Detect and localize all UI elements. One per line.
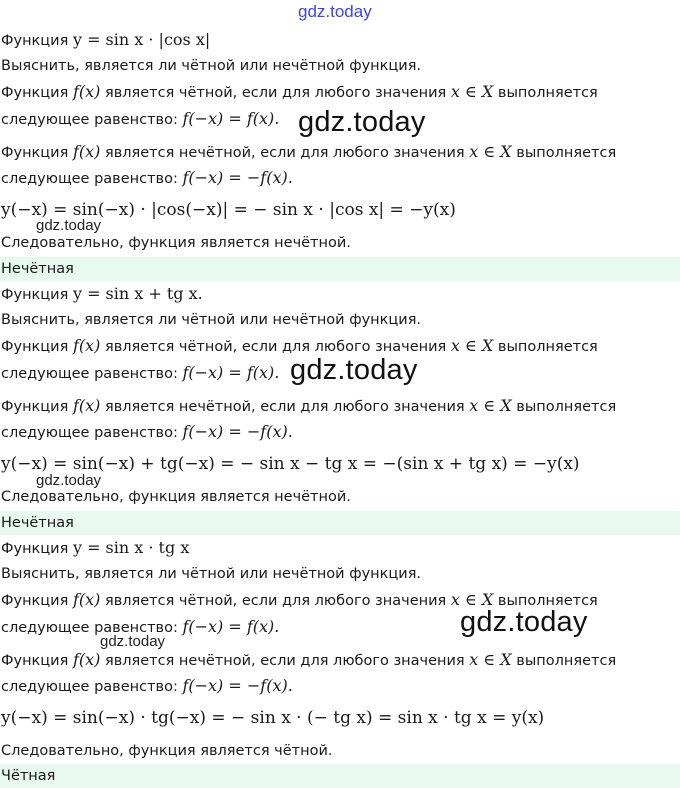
derivation: y(−x) = sin(−x) · |cos(−x)| = − sin x · |cos x| = −y(x) — [1, 200, 456, 220]
conclusion: Следовательно, функция является нечётной. — [1, 489, 351, 505]
watermark-small: gdz.today — [36, 217, 102, 234]
even-equation: следующее равенство: f(−x) = f(x). — [1, 109, 280, 128]
odd-definition: Функция f(x) является нечётной, если для любого значения x ∈ X выполняется — [1, 142, 617, 161]
task-text: Выяснить, является ли чётной или нечётной функция. — [1, 312, 422, 328]
watermark-top: gdz.today — [298, 2, 372, 21]
odd-equation: следующее равенство: f(−x) = −f(x). — [1, 168, 293, 187]
even-definition: Функция f(x) является чётной, если для любого значения x ∈ X выполняется — [1, 590, 598, 609]
watermark: gdz.today — [460, 606, 588, 638]
even-definition: Функция f(x) является чётной, если для любого значения x ∈ X выполняется — [1, 82, 598, 101]
watermark-small: gdz.today — [100, 633, 166, 650]
function-statement: Функция y = sin x + tg x. — [1, 284, 203, 303]
answer-bar: Нечётная — [0, 511, 680, 535]
watermark-small: gdz.today — [36, 472, 102, 489]
function-statement: Функция y = sin x · tg x — [1, 538, 190, 557]
derivation: y(−x) = sin(−x) · tg(−x) = − sin x · (− tg x) = sin x · tg x = y(x) — [1, 708, 545, 728]
conclusion: Следовательно, функция является чётной. — [1, 743, 333, 759]
task-text: Выяснить, является ли чётной или нечётной функция. — [1, 58, 422, 74]
odd-equation: следующее равенство: f(−x) = −f(x). — [1, 676, 293, 695]
answer-bar: Чётная — [0, 764, 680, 788]
watermark: gdz.today — [298, 106, 426, 138]
even-equation: следующее равенство: f(−x) = f(x). — [1, 617, 280, 636]
even-equation: следующее равенство: f(−x) = f(x). — [1, 363, 280, 382]
odd-definition: Функция f(x) является нечётной, если для любого значения x ∈ X выполняется — [1, 396, 617, 415]
function-statement: Функция y = sin x · |cos x| — [1, 30, 211, 49]
derivation: y(−x) = sin(−x) + tg(−x) = − sin x − tg x = −(sin x + tg x) = −y(x) — [1, 454, 580, 474]
conclusion: Следовательно, функция является нечётной. — [1, 235, 351, 251]
even-definition: Функция f(x) является чётной, если для любого значения x ∈ X выполняется — [1, 336, 598, 355]
odd-definition: Функция f(x) является нечётной, если для любого значения x ∈ X выполняется — [1, 650, 617, 669]
task-text: Выяснить, является ли чётной или нечётной функция. — [1, 566, 422, 582]
watermark: gdz.today — [290, 354, 418, 386]
answer-bar: Нечётная — [0, 257, 680, 281]
odd-equation: следующее равенство: f(−x) = −f(x). — [1, 422, 293, 441]
